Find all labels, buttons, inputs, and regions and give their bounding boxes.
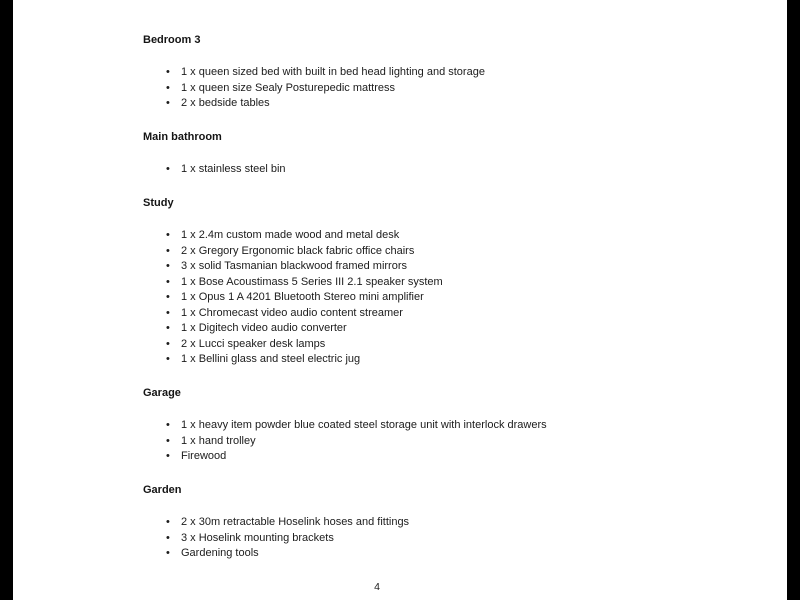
bullet-icon: • bbox=[166, 547, 170, 559]
list-item-text: 2 x bedside tables bbox=[181, 97, 270, 109]
list-item bbox=[143, 434, 611, 450]
list-item-text: 1 x Digitech video audio converter bbox=[181, 322, 347, 334]
section-main-bathroom bbox=[143, 130, 611, 178]
right-edge-bar bbox=[787, 0, 800, 600]
bullet-icon: • bbox=[166, 244, 170, 257]
section-heading: Bedroom 3 bbox=[143, 34, 201, 46]
list-item-text: 1 x Bellini glass and steel electric jug bbox=[181, 353, 361, 365]
bullet-icon: • bbox=[166, 97, 170, 109]
list-item-text: 1 x queen size Sealy Posturepedic mattress bbox=[181, 81, 396, 94]
list-item-text: 1 x queen sized bed with built in bed head lighting and storage bbox=[181, 66, 485, 78]
list-item-text: 1 x 2.4m custom made wood and metal desk bbox=[181, 229, 400, 241]
section-bedroom-3 bbox=[143, 33, 611, 112]
item-list bbox=[143, 515, 611, 562]
list-item bbox=[143, 531, 611, 547]
list-item-text: 1 x stainless steel bin bbox=[181, 163, 286, 175]
item-list bbox=[143, 418, 611, 465]
item-list bbox=[143, 228, 611, 368]
list-item-text: 2 x Gregory Ergonomic black fabric office chairs bbox=[181, 244, 415, 257]
list-item bbox=[143, 275, 611, 291]
list-item bbox=[143, 96, 611, 112]
bullet-icon: • bbox=[166, 163, 170, 175]
item-list bbox=[143, 65, 611, 112]
bullet-icon: • bbox=[166, 450, 170, 462]
section-heading: Garden bbox=[143, 484, 182, 496]
list-item bbox=[143, 306, 611, 322]
section-heading: Garage bbox=[143, 387, 181, 399]
list-item-text: 1 x heavy item powder blue coated steel storage unit with interlock drawers bbox=[181, 419, 547, 431]
list-item-text: 1 x Bose Acoustimass 5 Series III 2.1 speaker system bbox=[181, 275, 443, 288]
bullet-icon: • bbox=[166, 81, 170, 94]
page-content bbox=[143, 0, 611, 595]
bullet-icon: • bbox=[166, 291, 170, 303]
list-item-text: Firewood bbox=[181, 450, 227, 462]
list-item bbox=[143, 162, 611, 178]
bullet-icon: • bbox=[166, 353, 170, 365]
list-item bbox=[143, 515, 611, 531]
bullet-icon: • bbox=[166, 337, 170, 350]
list-item bbox=[143, 259, 611, 275]
list-item bbox=[143, 418, 611, 434]
bullet-icon: • bbox=[166, 275, 170, 288]
bullet-icon: • bbox=[166, 306, 170, 319]
bullet-icon: • bbox=[166, 434, 170, 447]
list-item bbox=[143, 337, 611, 353]
list-item bbox=[143, 228, 611, 244]
list-item bbox=[143, 352, 611, 368]
list-item-text: 3 x Hoselink mounting brackets bbox=[181, 531, 334, 544]
list-item bbox=[143, 244, 611, 260]
list-item bbox=[143, 321, 611, 337]
list-item-text: 2 x 30m retractable Hoselink hoses and fittings bbox=[181, 516, 410, 528]
page-number: 4 bbox=[374, 581, 380, 593]
list-item-text: 2 x Lucci speaker desk lamps bbox=[181, 337, 326, 350]
section-heading: Study bbox=[143, 197, 174, 209]
list-item bbox=[143, 546, 611, 562]
list-item bbox=[143, 449, 611, 465]
list-item-text: 1 x Chromecast video audio content streamer bbox=[181, 306, 403, 319]
list-item bbox=[143, 290, 611, 306]
section-garden bbox=[143, 483, 611, 562]
list-item bbox=[143, 65, 611, 81]
bullet-icon: • bbox=[166, 66, 170, 78]
list-item-text: 1 x hand trolley bbox=[181, 434, 256, 447]
bullet-icon: • bbox=[166, 229, 170, 241]
item-list bbox=[143, 162, 611, 178]
bullet-icon: • bbox=[166, 516, 170, 528]
list-item-text: 1 x Opus 1 A 4201 Bluetooth Stereo mini amplifier bbox=[181, 291, 424, 303]
left-edge-bar bbox=[0, 0, 13, 600]
bullet-icon: • bbox=[166, 419, 170, 431]
list-item-text: 3 x solid Tasmanian blackwood framed mirrors bbox=[181, 260, 407, 272]
section-garage bbox=[143, 386, 611, 465]
bullet-icon: • bbox=[166, 531, 170, 544]
bullet-icon: • bbox=[166, 322, 170, 334]
section-study bbox=[143, 196, 611, 368]
list-item bbox=[143, 81, 611, 97]
bullet-icon: • bbox=[166, 260, 170, 272]
list-item-text: Gardening tools bbox=[181, 547, 259, 559]
section-heading: Main bathroom bbox=[143, 131, 222, 143]
